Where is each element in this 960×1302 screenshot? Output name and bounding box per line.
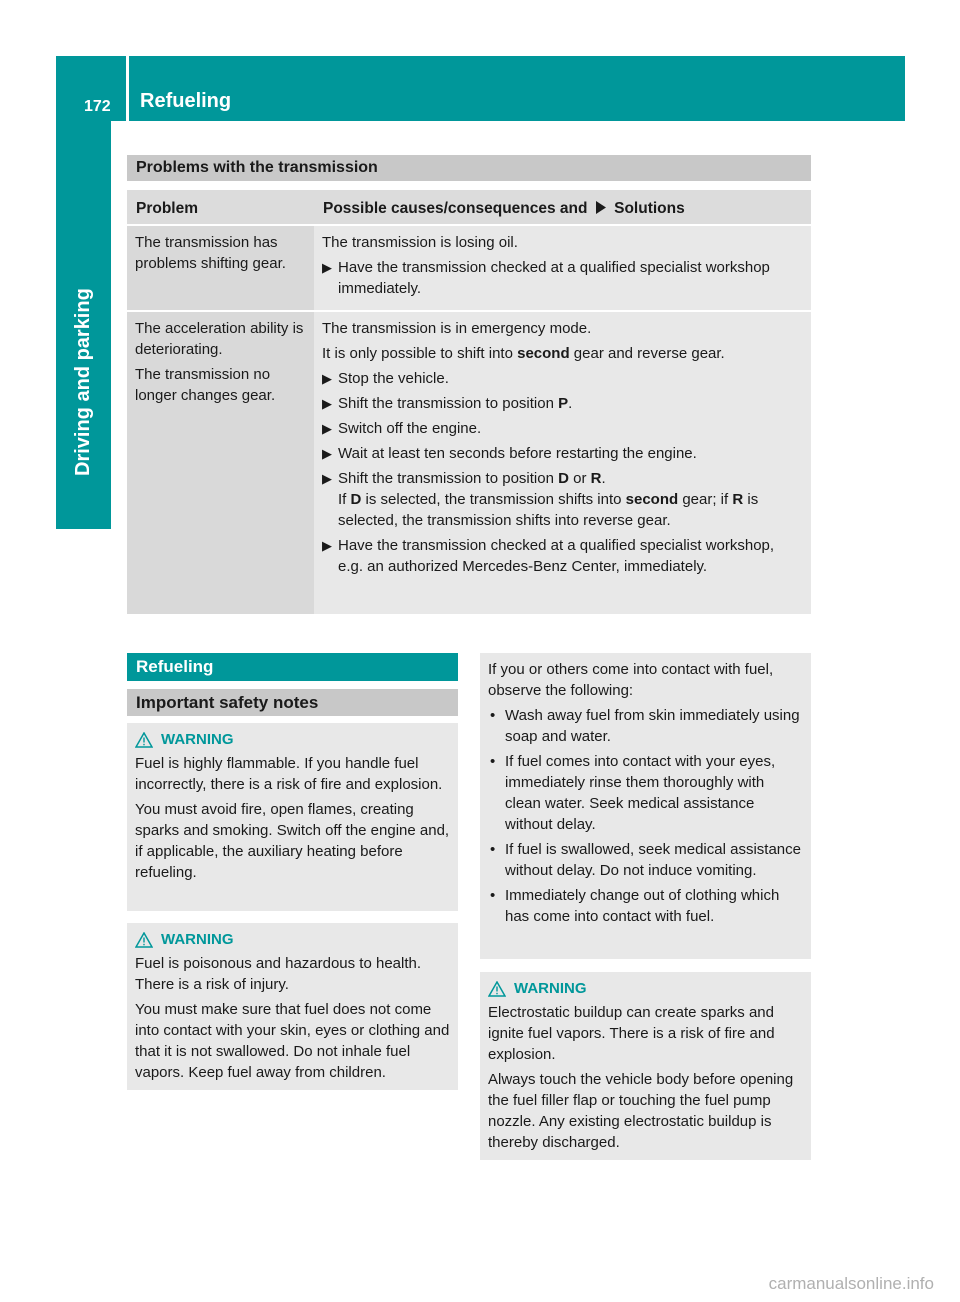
list-item: ▶ Switch off the engine. bbox=[322, 420, 482, 437]
watermark: carmanualsonline.info bbox=[768, 1274, 934, 1293]
list-item: ▶ Have the transmission checked at a qualified specialist workshop, e.g. an authorized Mercedes-Benz Center, immediately. bbox=[322, 537, 775, 575]
col-causes-header: Possible causes/consequences and Solutions bbox=[323, 200, 685, 217]
refueling-section-title: Refueling bbox=[127, 653, 458, 681]
list-item: • Wash away fuel from skin immediately using soap and water. bbox=[490, 707, 800, 745]
list-item: ▶ Shift the transmission to position P. bbox=[322, 395, 573, 412]
page-title: Refueling bbox=[140, 90, 232, 112]
warning-icon bbox=[135, 932, 153, 948]
header-bar bbox=[129, 56, 905, 121]
col-problem-header: Problem bbox=[136, 200, 199, 217]
cause-line: It is only possible to shift into second gear and reverse gear. bbox=[322, 345, 725, 362]
list-item: • Immediately change out of clothing which has come into contact with fuel. bbox=[490, 887, 780, 925]
arrow-right-icon: ▶ bbox=[322, 371, 332, 386]
list-item: ▶ Wait at least ten seconds before restarting the engine. bbox=[322, 445, 697, 462]
warning-icon bbox=[488, 981, 506, 997]
arrow-right-icon: ▶ bbox=[322, 260, 332, 275]
warning-box-2: WARNING Fuel is poisonous and hazardous to health. There is a risk of injury. You must make sure that fuel does not come into contact with your skin, eyes or clothing and that it is not swallowed. Do not inhale fuel vapors. Keep fuel away from children. bbox=[127, 923, 458, 1090]
page-number: 172 bbox=[84, 98, 111, 115]
arrow-right-icon: ▶ bbox=[322, 471, 332, 486]
list-item: ▶ Stop the vehicle. bbox=[322, 370, 449, 387]
arrow-right-icon: ▶ bbox=[322, 446, 332, 461]
warning-heading: WARNING bbox=[488, 978, 803, 999]
list-item: ▶ Have the transmission checked at a qualified specialist workshop immediately. bbox=[322, 259, 770, 297]
fuel-contact-box: If you or others come into contact with fuel, observe the following: • Wash away fuel from skin immediately using soap and water. • If fuel comes into contact with your eyes, immediately rinse them thoroughly with clean water. Seek medical assistance without delay. • If fuel is swallowed, seek medical assistance without delay. Do not induce vomiting. • Immediately change out of clothing which has come into contact with fuel. bbox=[480, 653, 811, 959]
safety-notes-title: Important safety notes bbox=[127, 689, 458, 716]
warning-box-3: WARNING Electrostatic buildup can create sparks and ignite fuel vapors. There is a risk of fire and explosion. Always touch the vehicle body before opening the fuel filler flap or touching the fuel pump nozzle. Any existing electrostatic buildup is thereby discharged. bbox=[480, 972, 811, 1160]
warning-heading: WARNING bbox=[135, 729, 450, 750]
arrow-right-icon: ▶ bbox=[322, 421, 332, 436]
list-item: ▶ Shift the transmission to position D or R. If D is selected, the transmission shifts into second gear; if R is selected, the transmission shifts into reverse gear. bbox=[322, 470, 759, 529]
table-row-2-problem: The acceleration ability is deteriorating. The transmission no longer changes gear. bbox=[127, 312, 314, 614]
side-tab-label: Driving and parking bbox=[72, 288, 94, 476]
table-row-1-problem: The transmission has problems shifting gear. bbox=[127, 226, 314, 310]
table-row-2-solution: The transmission is in emergency mode. It is only possible to shift into second gear and reverse gear. ▶ Stop the vehicle. ▶ Shift the transmission to position P. ▶ Switch off the engine. ▶ Wait at least ten seconds before restarting the engine. ▶ Shift the transmission to position D or R. If D is selected, the transmission shifts into second gear; if R is selected, the transmission shifts into reverse gear. ▶ Have the transmission checked at a qualified specialist workshop, e.g. an authorized Mercedes-Benz Center, immediately. bbox=[314, 312, 811, 614]
page-number-box bbox=[56, 56, 126, 121]
list-item: • If fuel is swallowed, seek medical assistance without delay. Do not induce vomiting. bbox=[490, 841, 801, 879]
warning-box-1: WARNING Fuel is highly flammable. If you handle fuel incorrectly, there is a risk of fire and explosion. You must avoid fire, open flames, creating sparks and smoking. Switch off the engine and, if applicable, the auxiliary heating before refueling. bbox=[127, 723, 458, 911]
table-header-row bbox=[127, 190, 811, 224]
arrow-right-icon bbox=[595, 201, 607, 214]
arrow-right-icon: ▶ bbox=[322, 538, 332, 553]
list-item: • If fuel comes into contact with your eyes, immediately rinse them thoroughly with clean water. Seek medical assistance without delay. bbox=[490, 753, 776, 833]
warning-heading: WARNING bbox=[135, 929, 450, 950]
arrow-right-icon: ▶ bbox=[322, 396, 332, 411]
side-tab bbox=[56, 121, 111, 529]
transmission-section-title: Problems with the transmission bbox=[127, 155, 811, 181]
warning-icon bbox=[135, 732, 153, 748]
table-row-1-solution: The transmission is losing oil. ▶ Have the transmission checked at a qualified specialist workshop immediately. bbox=[314, 226, 811, 310]
